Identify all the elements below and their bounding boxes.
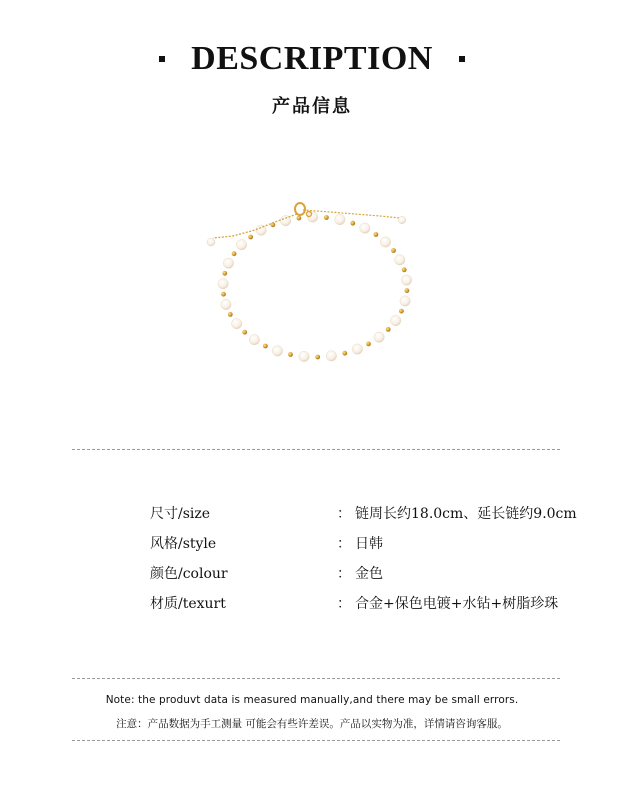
spec-label: 风格/style (150, 536, 217, 552)
note-english: Note: the produvt data is measured manually,and there may be small errors. (105, 694, 519, 706)
note-chinese: 注意：产品数据为手工测量 可能会有些许差误。产品以实物为准，详情请咨询客服。 (116, 718, 508, 730)
title-row (0, 40, 624, 78)
gold-bead (386, 327, 391, 332)
spec-row-style (150, 532, 610, 562)
spec-separator: ： (337, 596, 351, 612)
spec-separator: ： (337, 506, 351, 522)
gold-bead (263, 344, 268, 349)
gold-bead (366, 342, 371, 347)
pearl-bead (223, 258, 233, 268)
divider-note-top (72, 678, 560, 679)
pearl-bead (272, 346, 282, 356)
gold-bead (405, 288, 410, 293)
page-subtitle: 产品信息 (272, 96, 352, 117)
gold-bead (374, 232, 379, 237)
bracelet-beads (218, 212, 412, 362)
gold-bead (297, 216, 302, 221)
spec-value: 链周长约18.0cm、延长链约9.0cm (355, 506, 577, 522)
header (0, 40, 624, 118)
pearl-bead (391, 315, 401, 325)
gold-bead (228, 312, 233, 317)
gold-bead (391, 248, 396, 253)
pearl-bead (335, 214, 345, 224)
pearl-bead (395, 255, 405, 265)
pearl-bead (232, 319, 242, 329)
pearl-bead (299, 351, 309, 361)
spec-table (150, 502, 610, 622)
pearl-drop-left (207, 238, 215, 246)
pearl-bead (236, 240, 246, 250)
spec-row-colour (150, 562, 610, 592)
pearl-bead (326, 351, 336, 361)
gold-bead (350, 221, 355, 226)
spec-separator: ： (337, 566, 351, 582)
gold-bead (248, 235, 253, 240)
spec-row-material (150, 592, 610, 622)
gold-bead (399, 309, 404, 314)
gold-bead (288, 352, 293, 357)
pearl-bead (249, 335, 259, 345)
gold-bead (221, 292, 226, 297)
gold-bead (315, 355, 320, 360)
spec-value: 金色 (355, 566, 383, 582)
gold-bead (342, 351, 347, 356)
gold-bead (402, 267, 407, 272)
divider-top (72, 449, 560, 450)
pearl-bead (380, 237, 390, 247)
pearl-bead (256, 225, 266, 235)
bullet-left-icon (159, 56, 165, 62)
spec-label: 材质/texurt (150, 596, 226, 612)
pearl-bead (400, 296, 410, 306)
spec-label: 颜色/colour (150, 566, 228, 582)
pearl-bead (401, 275, 411, 285)
lobster-clasp (295, 203, 305, 215)
pearl-bead (221, 299, 231, 309)
pearl-bead (374, 332, 384, 342)
spec-value: 合金+保色电镀+水钻+树脂珍珠 (355, 596, 559, 612)
spec-label: 尺寸/size (150, 506, 211, 522)
divider-note-bottom (72, 740, 560, 741)
gold-bead (222, 271, 227, 276)
pearl-bead (360, 223, 370, 233)
bracelet-chain (207, 203, 406, 246)
pearl-drop-right (398, 216, 406, 224)
pearl-bead (218, 279, 228, 289)
page-title: DESCRIPTION (191, 40, 433, 77)
product-image (195, 192, 430, 367)
pearl-bead (352, 344, 362, 354)
bullet-right-icon (459, 56, 465, 62)
spec-row-size (150, 502, 610, 532)
spec-value: 日韩 (355, 536, 383, 552)
spec-separator: ： (337, 536, 351, 552)
gold-bead (242, 330, 247, 335)
gold-bead (232, 251, 237, 256)
gold-bead (324, 215, 329, 220)
